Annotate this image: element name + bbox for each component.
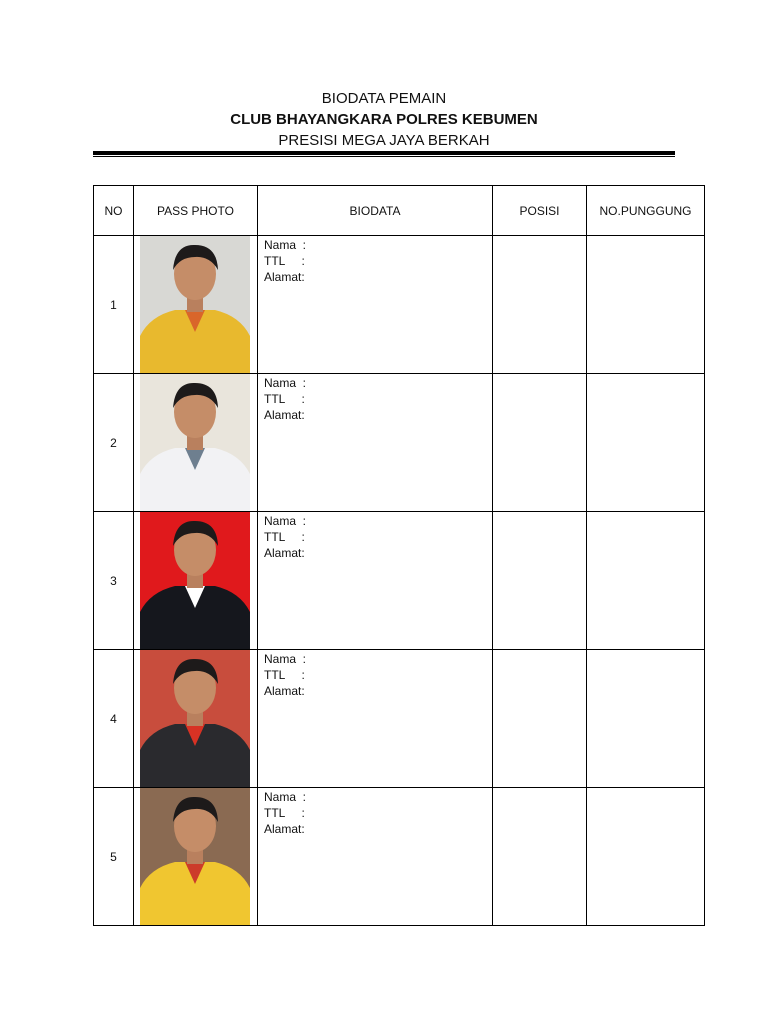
header-divider-thin <box>93 156 675 157</box>
row-number: 1 <box>94 236 134 374</box>
document-title: BIODATA PEMAIN <box>321 90 447 107</box>
biodata-cell <box>258 236 493 374</box>
column-header-biodata: BIODATA <box>258 186 493 236</box>
bio-ttl-label: TTL : <box>264 254 305 268</box>
player-table <box>93 185 705 926</box>
punggung-cell <box>587 512 705 650</box>
posisi-cell <box>493 650 587 788</box>
biodata-cell <box>258 512 493 650</box>
bio-alamat-label: Alamat: <box>264 684 305 698</box>
pass-photo-cell <box>134 236 258 374</box>
bio-nama-label: Nama : <box>264 376 307 390</box>
bio-nama-label: Nama : <box>264 790 307 804</box>
bio-alamat-label: Alamat: <box>264 408 305 422</box>
bio-ttl-label: TTL : <box>264 668 305 682</box>
table-row <box>94 650 705 788</box>
punggung-cell <box>587 788 705 926</box>
posisi-cell <box>493 374 587 512</box>
biodata-cell <box>258 788 493 926</box>
posisi-cell <box>493 236 587 374</box>
row-number: 4 <box>94 650 134 788</box>
pass-photo <box>140 788 250 925</box>
bio-ttl-label: TTL : <box>264 392 305 406</box>
bio-ttl-label: TTL : <box>264 530 305 544</box>
punggung-cell <box>587 236 705 374</box>
pass-photo-cell <box>134 374 258 512</box>
club-subtitle: PRESISI MEGA JAYA BERKAH <box>278 132 490 149</box>
bio-nama-label: Nama : <box>264 652 307 666</box>
row-number: 2 <box>94 374 134 512</box>
table-row <box>94 512 705 650</box>
bio-alamat-label: Alamat: <box>264 270 305 284</box>
table-header-row <box>94 186 705 236</box>
punggung-cell <box>587 650 705 788</box>
column-header-posisi: POSISI <box>493 186 587 236</box>
punggung-cell <box>587 374 705 512</box>
column-header-punggung: NO.PUNGGUNG <box>587 186 705 236</box>
row-number: 5 <box>94 788 134 926</box>
table-row <box>94 236 705 374</box>
bio-alamat-label: Alamat: <box>264 546 305 560</box>
bio-ttl-label: TTL : <box>264 806 305 820</box>
pass-photo <box>140 512 250 649</box>
pass-photo <box>140 236 250 373</box>
document-header <box>0 88 768 151</box>
pass-photo-cell <box>134 650 258 788</box>
posisi-cell <box>493 512 587 650</box>
posisi-cell <box>493 788 587 926</box>
bio-nama-label: Nama : <box>264 238 307 252</box>
header-divider-thick <box>93 151 675 155</box>
bio-alamat-label: Alamat: <box>264 822 305 836</box>
table-row <box>94 788 705 926</box>
pass-photo <box>140 650 250 787</box>
pass-photo <box>140 374 250 511</box>
table-row <box>94 374 705 512</box>
column-header-no: NO <box>94 186 134 236</box>
club-name: CLUB BHAYANGKARA POLRES KEBUMEN <box>230 111 538 128</box>
biodata-cell <box>258 650 493 788</box>
row-number: 3 <box>94 512 134 650</box>
pass-photo-cell <box>134 788 258 926</box>
column-header-photo: PASS PHOTO <box>134 186 258 236</box>
biodata-cell <box>258 374 493 512</box>
bio-nama-label: Nama : <box>264 514 307 528</box>
pass-photo-cell <box>134 512 258 650</box>
